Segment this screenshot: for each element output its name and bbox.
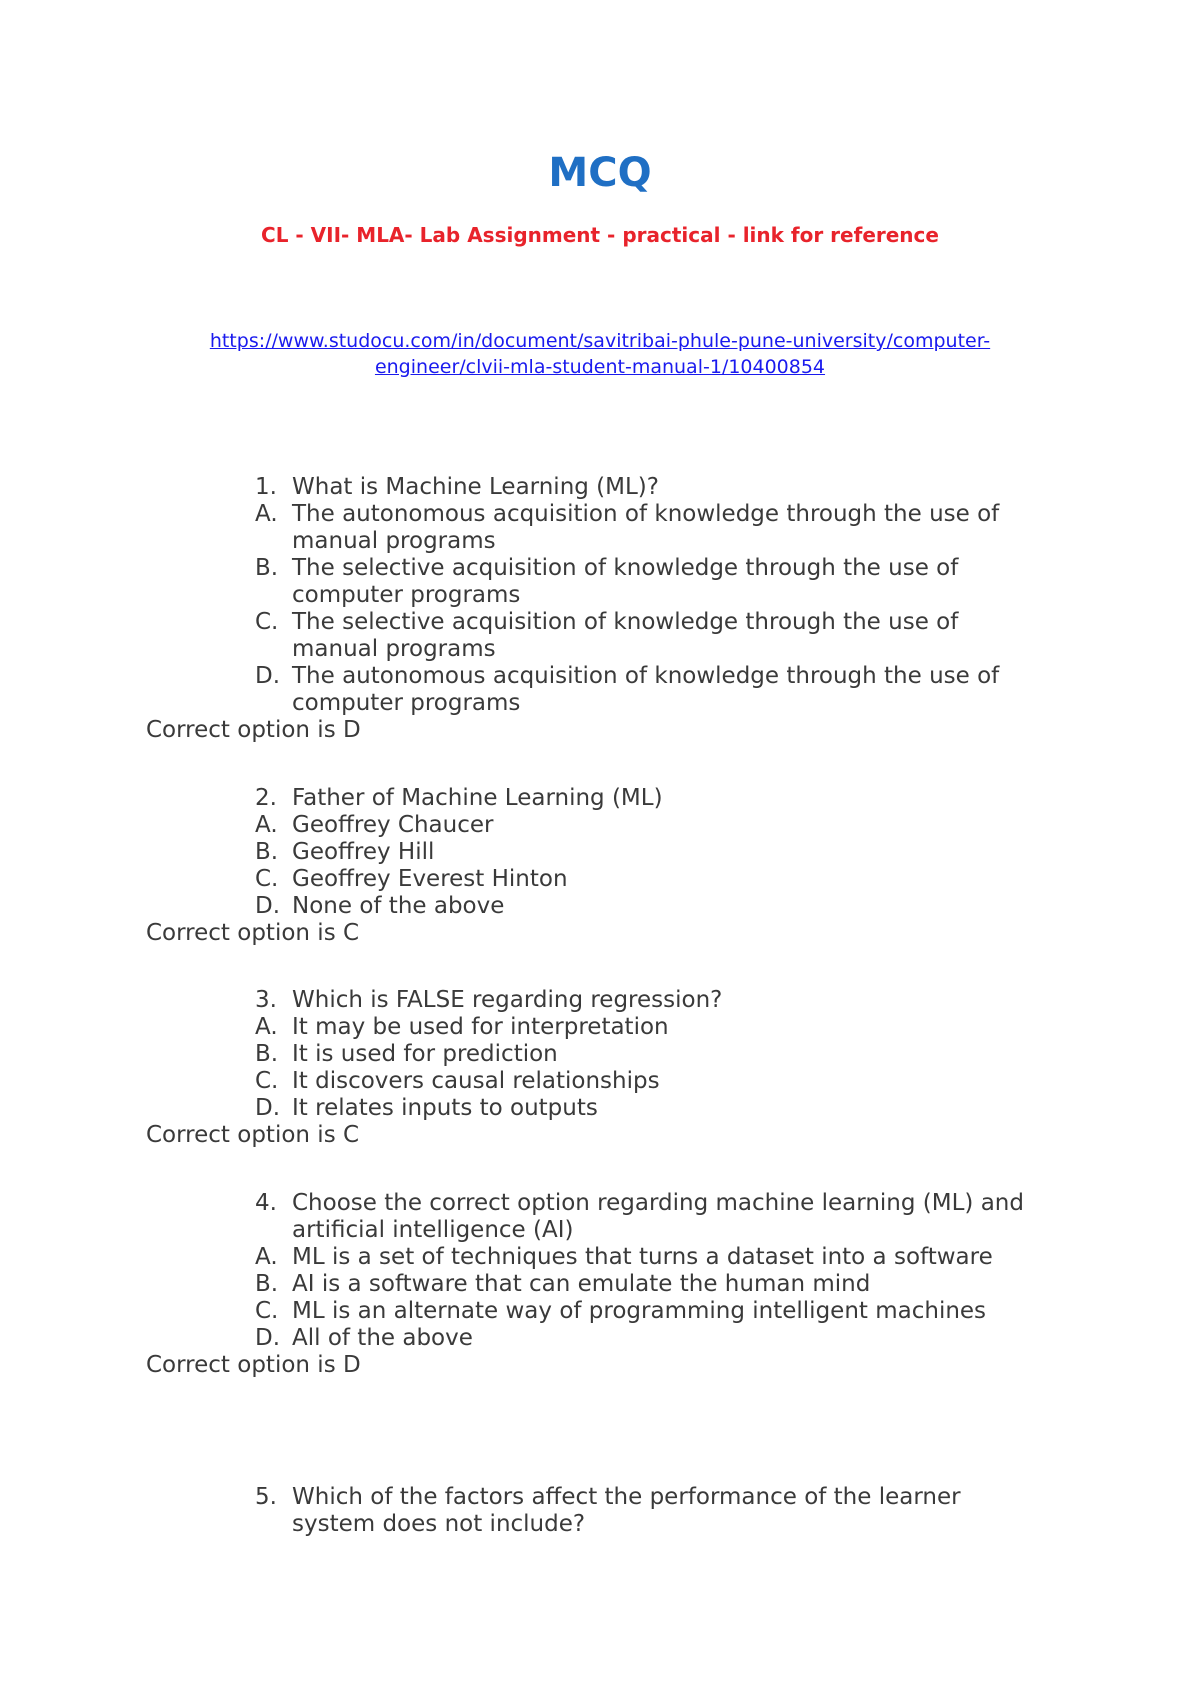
option-marker: B. bbox=[255, 839, 279, 865]
option-marker: A. bbox=[255, 812, 278, 838]
option-text bbox=[292, 663, 1052, 717]
reference-link[interactable] bbox=[0, 328, 1200, 380]
question-5 bbox=[0, 1484, 1200, 1538]
option-marker: C. bbox=[255, 609, 279, 635]
reference-link-line-1[interactable]: https://www.studocu.com/in/document/savitribai-phule-pune-university/computer- bbox=[209, 330, 991, 352]
option-marker: C. bbox=[255, 1298, 279, 1324]
question-number: 4. bbox=[255, 1190, 277, 1216]
option-marker: A. bbox=[255, 501, 278, 527]
option-marker: B. bbox=[255, 555, 279, 581]
option-text: All of the above bbox=[292, 1325, 473, 1351]
option-marker: C. bbox=[255, 1068, 279, 1094]
option-text: It discovers causal relationships bbox=[292, 1068, 660, 1094]
option-text: Geoffrey Chaucer bbox=[292, 812, 494, 838]
reference-link-line-2[interactable]: engineer/clvii-mla-student-manual-1/10400854 bbox=[374, 356, 826, 378]
question-2 bbox=[0, 785, 1200, 947]
question-1 bbox=[0, 474, 1200, 744]
question-line: system does not include? bbox=[292, 1511, 586, 1537]
question-number: 1. bbox=[255, 474, 277, 500]
option-text bbox=[292, 501, 1052, 555]
option-text: It may be used for interpretation bbox=[292, 1014, 669, 1040]
option-line: computer programs bbox=[292, 582, 521, 608]
option-marker: D. bbox=[255, 1325, 281, 1351]
correct-answer: Correct option is C bbox=[146, 920, 360, 946]
question-text bbox=[292, 1190, 1052, 1244]
option-text: ML is a set of techniques that turns a dataset into a software bbox=[292, 1244, 993, 1270]
option-line: The autonomous acquisition of knowledge through the use of bbox=[292, 501, 1000, 527]
option-text: It is used for prediction bbox=[292, 1041, 558, 1067]
option-text: None of the above bbox=[292, 893, 505, 919]
option-marker: D. bbox=[255, 1095, 281, 1121]
correct-answer: Correct option is D bbox=[146, 717, 361, 743]
option-line: manual programs bbox=[292, 636, 496, 662]
question-text: What is Machine Learning (ML)? bbox=[292, 474, 659, 500]
question-line: Which of the factors affect the performance of the learner bbox=[292, 1484, 961, 1510]
option-line: manual programs bbox=[292, 528, 496, 554]
option-marker: B. bbox=[255, 1041, 279, 1067]
question-text: Which is FALSE regarding regression? bbox=[292, 987, 723, 1013]
option-text: ML is an alternate way of programming intelligent machines bbox=[292, 1298, 987, 1324]
subtitle: CL - VII- MLA- Lab Assignment - practical - link for reference bbox=[261, 223, 939, 247]
correct-answer: Correct option is D bbox=[146, 1352, 361, 1378]
question-number: 5. bbox=[255, 1484, 277, 1510]
option-text: AI is a software that can emulate the human mind bbox=[292, 1271, 871, 1297]
correct-answer: Correct option is C bbox=[146, 1122, 360, 1148]
option-marker: A. bbox=[255, 1014, 278, 1040]
option-line: The selective acquisition of knowledge through the use of bbox=[292, 555, 959, 581]
option-marker: A. bbox=[255, 1244, 278, 1270]
page-title: MCQ bbox=[548, 150, 652, 196]
option-text: Geoffrey Everest Hinton bbox=[292, 866, 568, 892]
question-line: artificial intelligence (AI) bbox=[292, 1217, 574, 1243]
question-line: Choose the correct option regarding machine learning (ML) and bbox=[292, 1190, 1024, 1216]
question-number: 2. bbox=[255, 785, 277, 811]
option-text bbox=[292, 555, 1052, 609]
option-text bbox=[292, 609, 1052, 663]
option-marker: D. bbox=[255, 663, 281, 689]
question-text: Father of Machine Learning (ML) bbox=[292, 785, 663, 811]
option-line: The selective acquisition of knowledge through the use of bbox=[292, 609, 959, 635]
question-3 bbox=[0, 987, 1200, 1149]
question-text bbox=[292, 1484, 1052, 1538]
question-number: 3. bbox=[255, 987, 277, 1013]
option-marker: C. bbox=[255, 866, 279, 892]
option-marker: D. bbox=[255, 893, 281, 919]
option-line: computer programs bbox=[292, 690, 521, 716]
option-text: Geoffrey Hill bbox=[292, 839, 435, 865]
option-marker: B. bbox=[255, 1271, 279, 1297]
question-4 bbox=[0, 1190, 1200, 1379]
option-text: It relates inputs to outputs bbox=[292, 1095, 598, 1121]
option-line: The autonomous acquisition of knowledge through the use of bbox=[292, 663, 1000, 689]
